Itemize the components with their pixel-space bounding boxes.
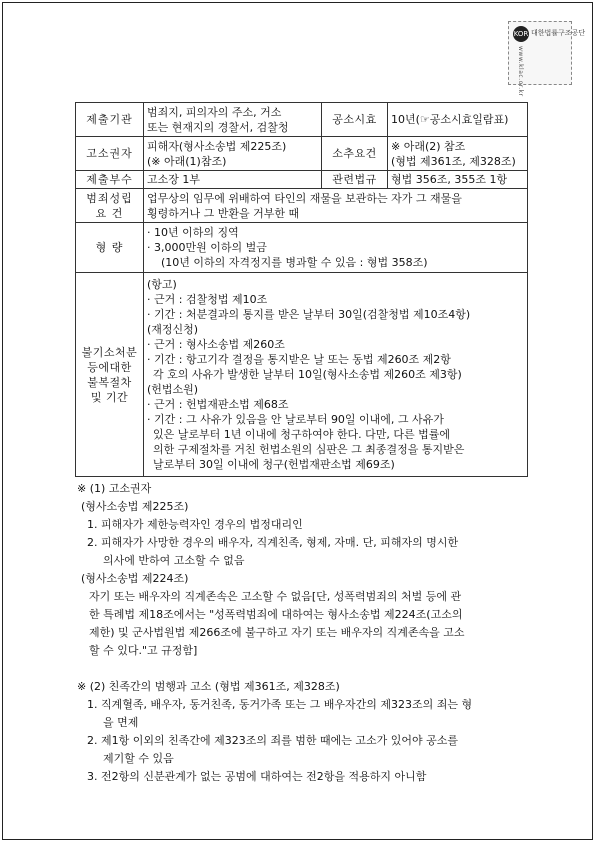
note-item-cont: 의사에 반하여 고소할 수 없음 <box>103 554 245 567</box>
row-value-submit-office: 범죄지, 피의자의 주소, 거소 또는 현재지의 경찰서, 검찰청 <box>144 103 322 137</box>
row-label-elements: 범죄성립 요 건 <box>76 189 144 223</box>
stamp-logo: KOR <box>513 26 529 42</box>
note-law-ref: (형사소송법 제225조) <box>81 500 189 513</box>
row-label-complainant: 고소권자 <box>76 137 144 171</box>
stamp-url: www.klac.or.kr <box>517 46 524 97</box>
note-item: 1. 직계혈족, 배우자, 동거친족, 동거가족 또는 그 배우자간의 제323조의 죄는 형 <box>87 698 473 711</box>
row-value-complainant: 피해자(형사소송법 제225조) (※ 아래(1)참조) <box>144 137 322 171</box>
note-paragraph: 할 수 있다."고 규정함] <box>89 644 198 657</box>
row-label-limitation: 공소시효 <box>322 103 388 137</box>
row-value-limitation: 10년(☞공소시효일람표) <box>388 103 528 137</box>
table-row <box>76 171 528 189</box>
note-item: 3. 전2항의 신분관계가 없는 공범에 대하여는 전2항을 적용하지 아니함 <box>87 770 427 783</box>
note-paragraph: 한 특례법 제18조에서는 "성폭력범죄에 대하여는 형사소송법 제224조(고소의 <box>89 608 463 621</box>
row-label-copies: 제출부수 <box>76 171 144 189</box>
row-value-copies: 고소장 1부 <box>144 171 322 189</box>
note-heading: ※ (1) 고소권자 <box>77 482 152 495</box>
row-label-prosecution-req: 소추요건 <box>322 137 388 171</box>
table-row <box>76 103 528 137</box>
stamp-org: 대한법률구조공단 <box>531 29 586 37</box>
watermark-stamp <box>508 21 586 97</box>
note-item: 2. 피해자가 사망한 경우의 배우자, 직계친족, 형제, 자매. 단, 피해자의 명시한 <box>87 536 459 549</box>
note-paragraph: 자기 또는 배우자의 직계존속은 고소할 수 없음[단, 성폭력범죄의 처벌 등에 관 <box>89 590 462 603</box>
table-row <box>76 273 528 477</box>
note-item: 1. 피해자가 제한능력자인 경우의 법정대리인 <box>87 518 303 531</box>
row-label-penalty: 형 량 <box>76 223 144 273</box>
row-value-prosecution-req: ※ 아래(2) 참조 (형법 제361조, 제328조) <box>388 137 528 171</box>
row-label-related-law: 관련법규 <box>322 171 388 189</box>
notes-section <box>77 480 547 786</box>
table-row <box>76 137 528 171</box>
note-paragraph: 제한) 및 군사법원법 제266조에 불구하고 자기 또는 배우자의 직계존속을 고소 <box>89 626 465 639</box>
summary-table <box>75 102 528 477</box>
row-value-penalty: · 10년 이하의 징역 · 3,000만원 이하의 벌금 (10년 이하의 자격정지를 병과할 수 있음 : 형법 358조) <box>144 223 528 273</box>
row-label-submit-office: 제출기관 <box>76 103 144 137</box>
table-row <box>76 223 528 273</box>
row-value-elements: 업무상의 임무에 위배하여 타인의 재물을 보관하는 자가 그 재물을 횡령하거나 그 반환을 거부한 때 <box>144 189 528 223</box>
row-value-related-law: 형법 356조, 355조 1항 <box>388 171 528 189</box>
row-value-appeal: (항고) · 근거 : 검찰청법 제10조 · 기간 : 처분결과의 통지를 받은 날부터 30일(검찰청법 제10조4항) (재정신청) · 근거 : 형사소송법 제260조 · 기간 : 항고기각 결정을 통지받은 날 또는 동법 제260조 제2항 각 호의 사유가 발생한 날부터 10일(형사소송법 제260조 제3항) (헌법소원) · 근거 : 헌법재판소법 제68조 · 기간 : 그 사유가 있음을 안 날로부터 90일 이내에, 그 사유가 있은 날로부터 1년 이내에 청구하여야 한다. 다만, 다른 법률에 의한 구제절차를 거친 헌법소원의 심판은 그 최종결정을 통지받은 날로부터 30일 이내에 청구(헌법재판소법 제69조) <box>144 273 528 477</box>
note-item-cont: 제기할 수 있음 <box>103 752 174 765</box>
row-label-appeal: 불기소처분 등에대한 불복절차 및 기간 <box>76 273 144 477</box>
document-page <box>2 2 593 840</box>
table-row <box>76 189 528 223</box>
note-heading: ※ (2) 친족간의 범행과 고소 (형법 제361조, 제328조) <box>77 680 340 693</box>
note-item: 2. 제1항 이외의 친족간에 제323조의 죄를 범한 때에는 고소가 있어야 공소를 <box>87 734 458 747</box>
note-item-cont: 을 면제 <box>103 716 139 729</box>
note-law-ref: (형사소송법 제224조) <box>81 572 189 585</box>
